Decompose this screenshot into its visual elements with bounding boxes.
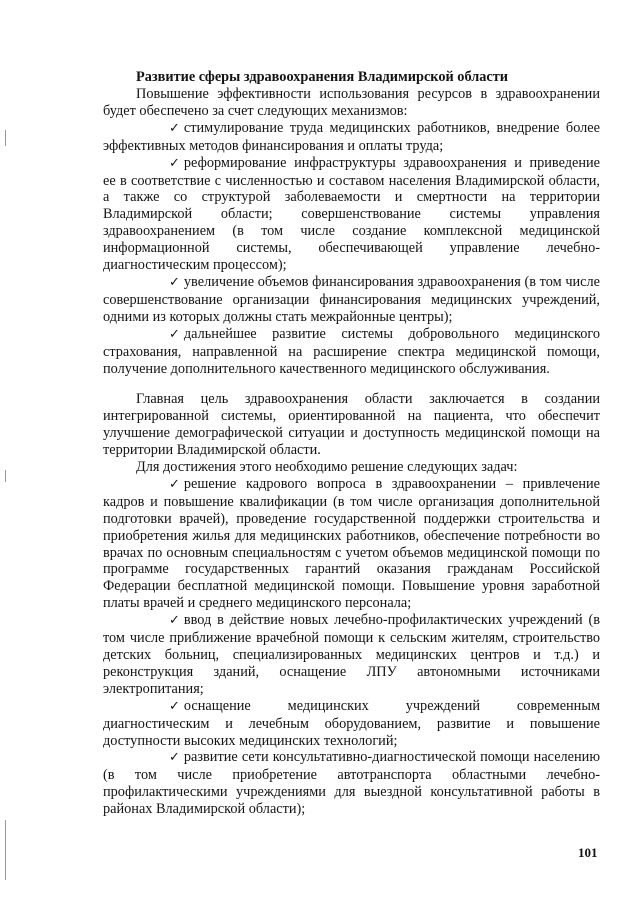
task-text: решение кадрового вопроса в здравоохранении – привлечение кадров и повышение квалификации (в том числе организация дополнительной подготовки врачей), проведение государственной поддержки строительства и приобретения жилья для медицинских работников, обеспечение потребности во врачах по основным специальностям с учетом объемов медицинской помощи по программе государственных гарантий оказания гражданам Российской Федерации бесплатной медицинской помощи. Повышение уровня заработной платы врачей и среднего медицинского персонала;: [103, 475, 600, 612]
task-item: [103, 749, 600, 818]
paragraph-gap: [103, 377, 600, 391]
task-item: [103, 698, 600, 750]
mechanism-text: увеличение объемов финансирования здравоохранения (в том числе совершенствование организации финансирования медицинских учреждений, одними из которых должны стать межрайонные центры);: [103, 273, 600, 325]
section-title: Развитие сферы здравоохранения Владимирской области: [136, 69, 509, 85]
mechanism-item: [103, 155, 600, 274]
mechanism-item: [103, 274, 600, 326]
task-text: развитие сети консультативно-диагностической помощи населению (в том числе приобретение автотранспорта областными лечебно-профилактическими учреждениями для выездной консультативной работы в районах Владимирской области);: [103, 749, 600, 818]
scan-edge-mark: [5, 470, 6, 482]
checkmark-icon: ✓: [169, 155, 180, 171]
mechanism-text: реформирование инфраструктуры здравоохранения и приведение ее в соответствие с численностью и составом населения Владимирской области, а также со структурой заболеваемости и смертности на территории Владимирской области; совершенствование системы управления здравоохранением (в том числе создание комплексной медицинской информационной системы, обеспечивающей управление лечебно-диагностическим процессом);: [103, 154, 600, 274]
checkmark-icon: ✓: [169, 750, 180, 766]
mechanism-item: [103, 326, 600, 378]
task-item: [103, 612, 600, 698]
checkmark-icon: ✓: [169, 476, 180, 492]
mechanism-text: дальнейшее развитие системы добровольного медицинского страхования, направленной на расширение спектра медицинской помощи, получение дополнительного качественного медицинского обслуживания.: [103, 325, 600, 377]
mechanism-item: [103, 120, 600, 155]
task-text: ввод в действие новых лечебно-профилактических учреждений (в том числе приближение врачебной помощи к сельским жителям, строительство детских больниц, специализированных медицинских центров и т.д.) и реконструкция зданий, оснащение ЛПУ автономными источниками электропитания;: [103, 612, 600, 697]
document-body: [103, 68, 600, 818]
mechanism-text: стимулирование труда медицинских работников, внедрение более эффективных методов финансирования и оплаты труда;: [103, 119, 600, 154]
tasks-intro: Для достижения этого необходимо решение следующих задач:: [136, 459, 518, 476]
checkmark-icon: ✓: [169, 613, 180, 629]
intro-paragraph: Повышение эффективности использования ресурсов в здравоохранении будет обеспечено за счет следующих механизмов:: [103, 86, 600, 119]
task-item: [103, 476, 600, 612]
goal-paragraph: Главная цель здравоохранения области заключается в создании интегрированной системы, ориентированной на пациента, что обеспечит улучшение демографической ситуации и доступность медицинской помощи на территории Владимирской области.: [103, 391, 600, 459]
checkmark-icon: ✓: [169, 274, 180, 290]
scan-edge-mark: [5, 820, 6, 880]
page-number: 101: [578, 845, 598, 860]
checkmark-icon: ✓: [169, 326, 180, 342]
checkmark-icon: ✓: [169, 120, 180, 136]
scan-edge-mark: [5, 130, 6, 146]
task-text: оснащение медицинских учреждений современным диагностическим и лечебным оборудованием, развитие и повышение доступности высоких медицинских технологий;: [103, 697, 600, 749]
checkmark-icon: ✓: [169, 698, 180, 714]
